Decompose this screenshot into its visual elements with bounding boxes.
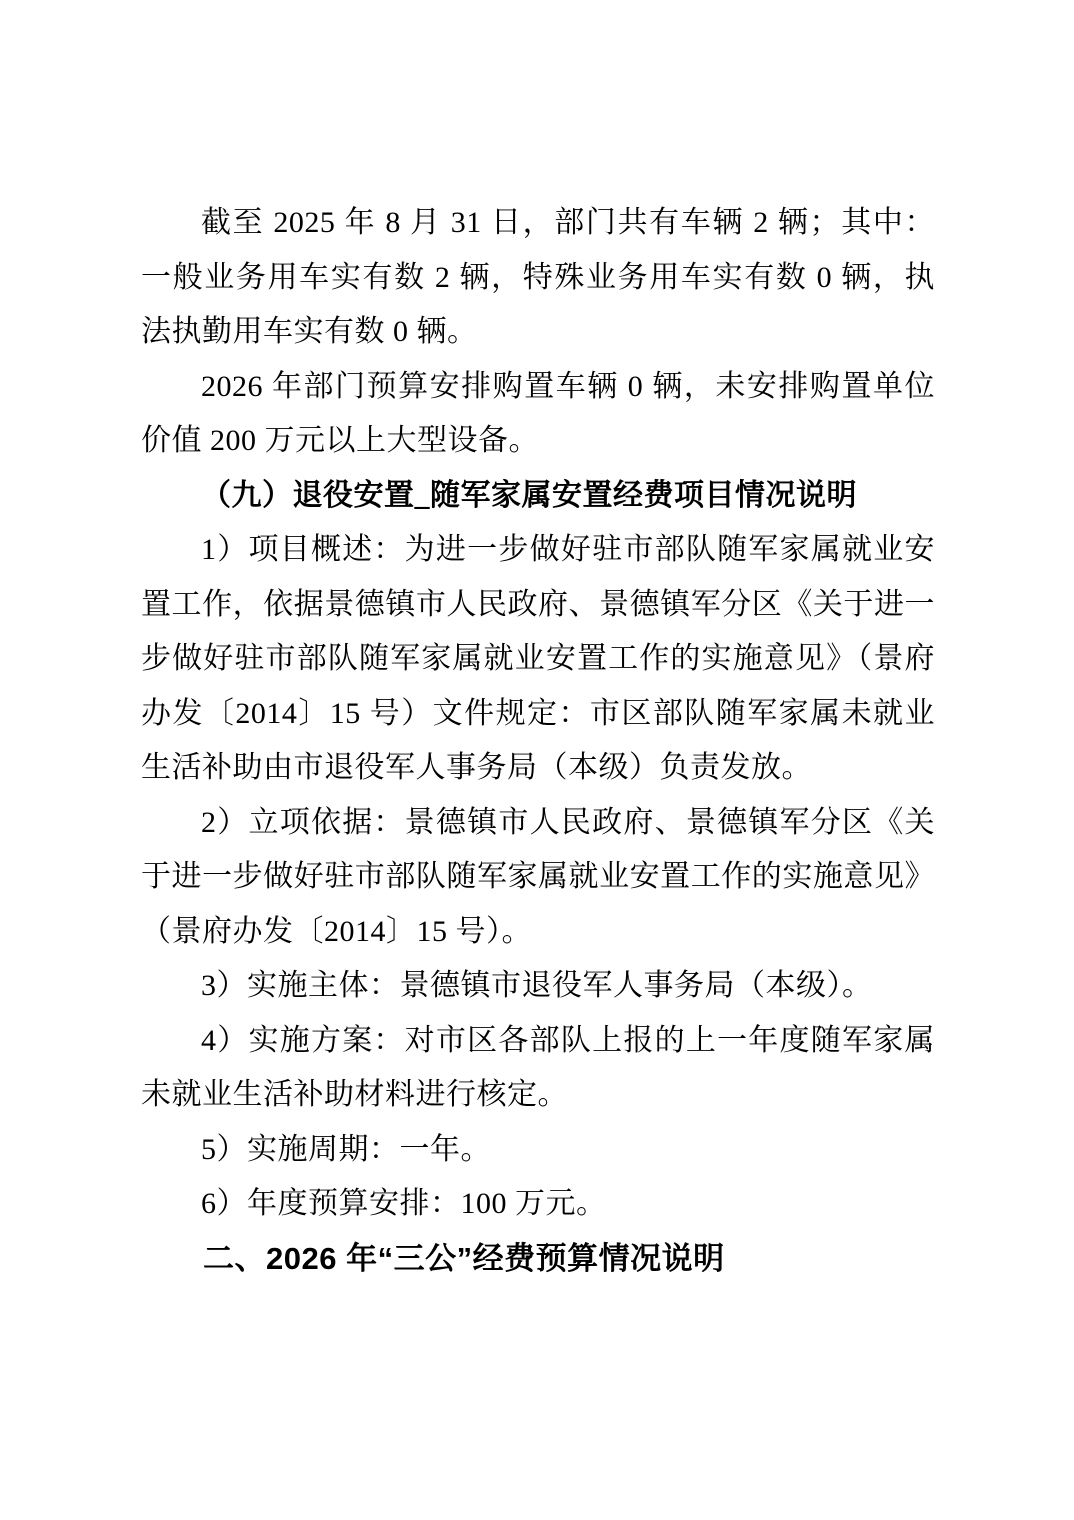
paragraph-annual-budget: 6）年度预算安排：100 万元。 <box>201 1187 607 1220</box>
document-page <box>141 196 935 1286</box>
section-heading-two-sangong: 二、2026 年“三公”经费预算情况说明 <box>203 1240 725 1276</box>
paragraph-implementation-plan: 4）实施方案：对市区各部队上报的上一年度随军家属未就业生活补助材料进行核定。 <box>141 1023 935 1111</box>
section-heading-nine: （九）退役安置_随军家属安置经费项目情况说明 <box>201 478 857 512</box>
paragraph-project-basis: 2）立项依据：景德镇市人民政府、景德镇军分区《关于进一步做好驻市部队随军家属就业安置工作的实施意见》（景府办发〔2014〕15 号）。 <box>141 805 935 948</box>
paragraph-vehicle-count: 截至 2025 年 8 月 31 日，部门共有车辆 2 辆；其中：一般业务用车实有数 2 辆，特殊业务用车实有数 0 辆，执法执勤用车实有数 0 辆。 <box>141 206 935 348</box>
paragraph-implementing-body: 3）实施主体：景德镇市退役军人事务局（本级）。 <box>201 969 873 1002</box>
paragraph-vehicle-purchase-plan: 2026 年部门预算安排购置车辆 0 辆，未安排购置单位价值 200 万元以上大型设备。 <box>141 369 935 457</box>
paragraph-implementation-period: 5）实施周期：一年。 <box>201 1132 491 1166</box>
paragraph-project-overview: 1）项目概述：为进一步做好驻市部队随军家属就业安置工作，依据景德镇市人民政府、景德镇军分区《关于进一步做好驻市部队随军家属就业安置工作的实施意见》（景府办发〔2014〕15 号）文件规定：市区部队随军家属未就业生活补助由市退役军人事务局（本级）负责发放。 <box>141 533 935 784</box>
